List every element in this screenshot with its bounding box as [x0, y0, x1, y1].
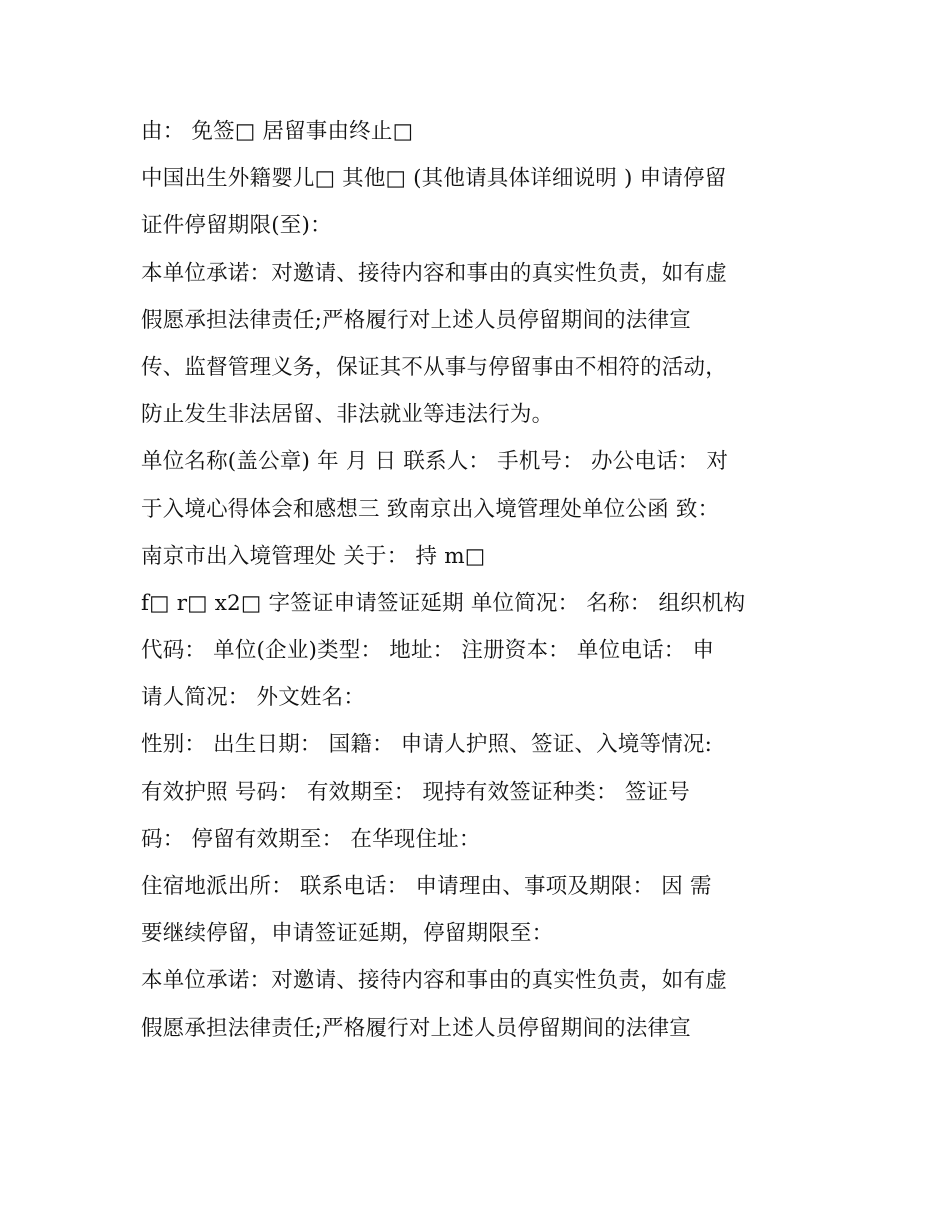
text-line: 性别： 出生日期： 国籍： 申请人护照、签证、入境等情况:	[141, 732, 713, 758]
text-line: 证件停留期限(至)：	[141, 213, 332, 239]
text-line: 有效护照 号码： 有效期至： 现持有效签证种类： 签证号	[141, 779, 690, 805]
text-line: 假愿承担法律责任;严格履行对上述人员停留期间的法律宣	[141, 1015, 691, 1041]
text-line: f□ r□ x2□ 字签证申请签证延期 单位简况： 名称： 组织机构	[141, 590, 746, 616]
text-line: 传、监督管理义务，保证其不从事与停留事由不相符的活动，	[141, 354, 727, 380]
text-line: 本单位承诺：对邀请、接待内容和事由的真实性负责，如有虚	[141, 260, 727, 286]
text-line: 请人简况： 外文姓名：	[141, 685, 366, 711]
document-body	[141, 108, 831, 1052]
text-line: 假愿承担法律责任;严格履行对上述人员停留期间的法律宣	[141, 307, 691, 333]
text-line: 要继续停留，申请签证延期，停留期限至：	[141, 921, 554, 947]
text-line: 住宿地派出所： 联系电话： 申请理由、事项及期限： 因 需	[141, 874, 712, 899]
text-line: 于入境心得体会和感想三 致南京出入境管理处单位公函 致：	[141, 496, 720, 522]
text-line: 南京市出入境管理处 关于： 持 m□	[141, 543, 486, 569]
text-line: 中国出生外籍婴儿□ 其他□ (其他请具体详细说明 ) 申请停留	[141, 166, 727, 192]
text-line: 本单位承诺：对邀请、接待内容和事由的真实性负责，如有虚	[141, 968, 727, 994]
text-line: 单位名称(盖公章) 年 月 日 联系人： 手机号： 办公电话： 对	[141, 449, 729, 475]
text-line: 码： 停留有效期至： 在华现住址：	[141, 826, 481, 852]
text-line: 由： 免签□ 居留事由终止□	[141, 119, 414, 144]
text-line: 代码： 单位(企业)类型： 地址： 注册资本： 单位电话： 申	[141, 638, 715, 664]
text-line: 防止发生非法居留、非法就业等违法行为。	[141, 402, 554, 428]
